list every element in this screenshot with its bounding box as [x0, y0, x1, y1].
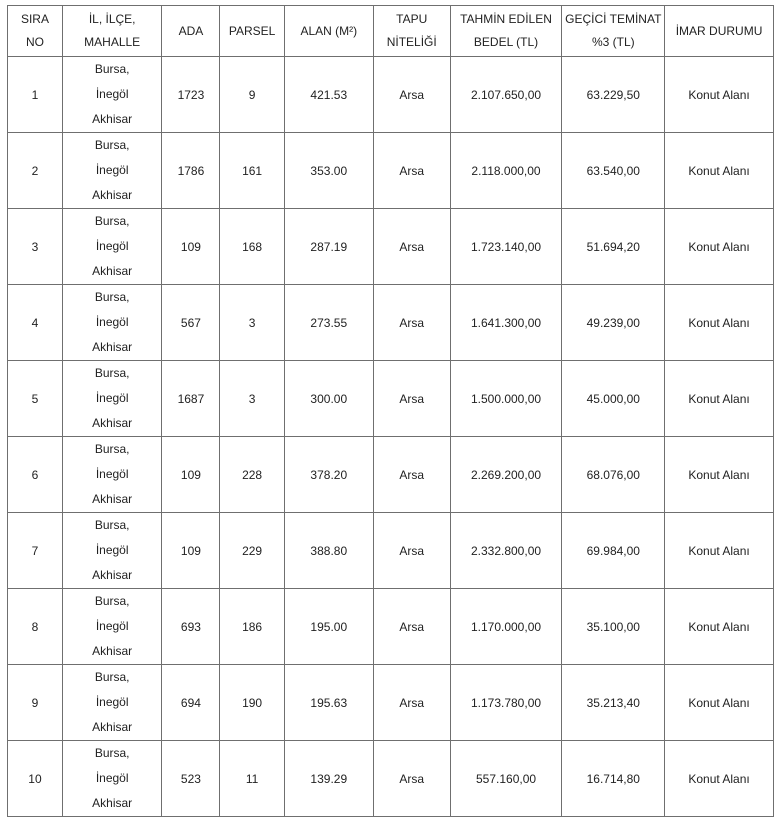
cell-mahalle: Akhisar [92, 796, 133, 810]
cell-teminat: 69.984,00 [562, 513, 665, 589]
cell-tapu: Arsa [373, 741, 450, 817]
cell-bedel: 2.118.000,00 [450, 133, 562, 209]
header-alan: ALAN (M²) [284, 6, 373, 57]
cell-sira-no: 9 [8, 665, 63, 741]
cell-imar: Konut Alanı [665, 741, 774, 817]
table-row [8, 209, 774, 285]
cell-tapu: Arsa [373, 285, 450, 361]
cell-parsel: 3 [220, 361, 284, 437]
cell-ada: 1687 [162, 361, 220, 437]
cell-imar: Konut Alanı [665, 133, 774, 209]
cell-sira-no: 3 [8, 209, 63, 285]
table-row [8, 361, 774, 437]
cell-mahalle: Akhisar [92, 720, 133, 734]
cell-ilce: İnegöl [95, 163, 129, 177]
header-il-line1: İL, İLÇE, [88, 12, 136, 26]
cell-sira-no: 10 [8, 741, 63, 817]
cell-il: Bursa, [94, 442, 130, 456]
cell-tapu: Arsa [373, 665, 450, 741]
cell-ilce: İnegöl [95, 467, 129, 481]
cell-bedel: 1.173.780,00 [450, 665, 562, 741]
table-row [8, 437, 774, 513]
header-bedel-line1: TAHMİN EDİLEN [460, 12, 552, 26]
header-ada: ADA [162, 6, 220, 57]
cell-bedel: 1.723.140,00 [450, 209, 562, 285]
cell-il: Bursa, [94, 138, 130, 152]
cell-imar: Konut Alanı [665, 361, 774, 437]
cell-ada: 1786 [162, 133, 220, 209]
header-row [8, 6, 774, 57]
cell-ada: 109 [162, 209, 220, 285]
cell-location [62, 361, 162, 437]
cell-location [62, 589, 162, 665]
cell-ilce: İnegöl [95, 619, 129, 633]
cell-bedel: 2.107.650,00 [450, 57, 562, 133]
cell-mahalle: Akhisar [92, 568, 133, 582]
cell-alan: 378.20 [284, 437, 373, 513]
cell-il: Bursa, [94, 214, 130, 228]
cell-bedel: 2.332.800,00 [450, 513, 562, 589]
cell-ada: 1723 [162, 57, 220, 133]
cell-imar: Konut Alanı [665, 209, 774, 285]
cell-teminat: 16.714,80 [562, 741, 665, 817]
cell-parsel: 161 [220, 133, 284, 209]
cell-parsel: 3 [220, 285, 284, 361]
cell-il: Bursa, [94, 746, 130, 760]
header-il-ilce-mahalle [62, 6, 162, 57]
cell-parsel: 228 [220, 437, 284, 513]
cell-mahalle: Akhisar [92, 112, 133, 126]
cell-mahalle: Akhisar [92, 416, 133, 430]
cell-ilce: İnegöl [95, 87, 129, 101]
cell-alan: 139.29 [284, 741, 373, 817]
header-tapu-line2: NİTELİĞİ [386, 35, 437, 49]
cell-imar: Konut Alanı [665, 57, 774, 133]
cell-imar: Konut Alanı [665, 665, 774, 741]
cell-alan: 353.00 [284, 133, 373, 209]
cell-bedel: 2.269.200,00 [450, 437, 562, 513]
cell-mahalle: Akhisar [92, 188, 133, 202]
cell-teminat: 45.000,00 [562, 361, 665, 437]
cell-location [62, 741, 162, 817]
cell-tapu: Arsa [373, 437, 450, 513]
cell-location [62, 665, 162, 741]
cell-bedel: 1.170.000,00 [450, 589, 562, 665]
cell-tapu: Arsa [373, 57, 450, 133]
cell-teminat: 35.100,00 [562, 589, 665, 665]
table-row [8, 57, 774, 133]
header-tahmin-bedel [450, 6, 562, 57]
cell-parsel: 168 [220, 209, 284, 285]
header-sira-line1: SIRA [20, 12, 49, 26]
cell-location [62, 57, 162, 133]
cell-sira-no: 6 [8, 437, 63, 513]
header-tapu-niteligi [373, 6, 450, 57]
header-tapu-line1: TAPU [396, 12, 428, 26]
cell-ilce: İnegöl [95, 543, 129, 557]
cell-alan: 388.80 [284, 513, 373, 589]
table-row [8, 513, 774, 589]
table-row [8, 285, 774, 361]
header-bedel-line2: BEDEL (TL) [473, 35, 539, 49]
cell-sira-no: 5 [8, 361, 63, 437]
cell-imar: Konut Alanı [665, 437, 774, 513]
header-teminat-line1: GEÇİCİ TEMİNAT [565, 12, 662, 26]
cell-alan: 287.19 [284, 209, 373, 285]
cell-ada: 109 [162, 437, 220, 513]
cell-location [62, 209, 162, 285]
cell-mahalle: Akhisar [92, 492, 133, 506]
cell-ada: 694 [162, 665, 220, 741]
cell-location [62, 133, 162, 209]
header-teminat-line2: %3 (TL) [591, 35, 635, 49]
header-imar-durumu: İMAR DURUMU [665, 6, 774, 57]
cell-sira-no: 7 [8, 513, 63, 589]
cell-ada: 693 [162, 589, 220, 665]
cell-parsel: 11 [220, 741, 284, 817]
cell-ada: 523 [162, 741, 220, 817]
cell-il: Bursa, [94, 594, 130, 608]
cell-mahalle: Akhisar [92, 644, 133, 658]
cell-mahalle: Akhisar [92, 264, 133, 278]
cell-ilce: İnegöl [95, 239, 129, 253]
cell-ilce: İnegöl [95, 695, 129, 709]
cell-parsel: 9 [220, 57, 284, 133]
cell-bedel: 1.641.300,00 [450, 285, 562, 361]
cell-ilce: İnegöl [95, 315, 129, 329]
cell-sira-no: 1 [8, 57, 63, 133]
cell-alan: 195.63 [284, 665, 373, 741]
cell-tapu: Arsa [373, 133, 450, 209]
cell-teminat: 35.213,40 [562, 665, 665, 741]
cell-teminat: 51.694,20 [562, 209, 665, 285]
cell-parsel: 229 [220, 513, 284, 589]
cell-ada: 109 [162, 513, 220, 589]
cell-bedel: 557.160,00 [450, 741, 562, 817]
cell-alan: 300.00 [284, 361, 373, 437]
cell-mahalle: Akhisar [92, 340, 133, 354]
cell-alan: 195.00 [284, 589, 373, 665]
cell-tapu: Arsa [373, 589, 450, 665]
cell-teminat: 63.229,50 [562, 57, 665, 133]
cell-tapu: Arsa [373, 209, 450, 285]
cell-parsel: 186 [220, 589, 284, 665]
cell-imar: Konut Alanı [665, 589, 774, 665]
cell-imar: Konut Alanı [665, 513, 774, 589]
cell-location [62, 437, 162, 513]
cell-il: Bursa, [94, 366, 130, 380]
table-row [8, 133, 774, 209]
cell-tapu: Arsa [373, 513, 450, 589]
cell-teminat: 68.076,00 [562, 437, 665, 513]
header-parsel: PARSEL [220, 6, 284, 57]
cell-bedel: 1.500.000,00 [450, 361, 562, 437]
auction-table [7, 5, 774, 817]
cell-il: Bursa, [94, 62, 130, 76]
cell-parsel: 190 [220, 665, 284, 741]
cell-sira-no: 8 [8, 589, 63, 665]
cell-imar: Konut Alanı [665, 285, 774, 361]
cell-location [62, 285, 162, 361]
table-row [8, 741, 774, 817]
cell-alan: 421.53 [284, 57, 373, 133]
cell-sira-no: 4 [8, 285, 63, 361]
cell-alan: 273.55 [284, 285, 373, 361]
cell-ilce: İnegöl [95, 771, 129, 785]
cell-teminat: 63.540,00 [562, 133, 665, 209]
cell-il: Bursa, [94, 518, 130, 532]
table-row [8, 665, 774, 741]
cell-ada: 567 [162, 285, 220, 361]
header-gecici-teminat [562, 6, 665, 57]
cell-il: Bursa, [94, 290, 130, 304]
cell-il: Bursa, [94, 670, 130, 684]
cell-teminat: 49.239,00 [562, 285, 665, 361]
cell-tapu: Arsa [373, 361, 450, 437]
cell-location [62, 513, 162, 589]
cell-ilce: İnegöl [95, 391, 129, 405]
header-sira-line2: NO [25, 35, 44, 49]
cell-sira-no: 2 [8, 133, 63, 209]
header-sira-no [8, 6, 63, 57]
table-row [8, 589, 774, 665]
header-il-line2: MAHALLE [84, 35, 141, 49]
